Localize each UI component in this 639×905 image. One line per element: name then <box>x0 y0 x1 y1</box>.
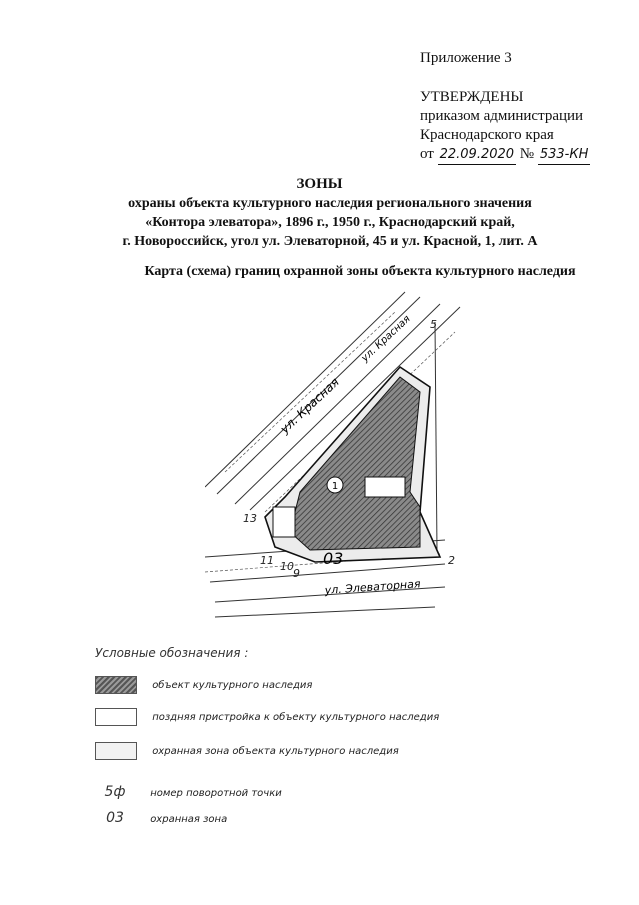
cadastral-map <box>205 282 475 632</box>
approval-number: 533-КН <box>538 145 591 165</box>
point-label: 11 <box>260 554 274 567</box>
number-label: № <box>519 146 535 162</box>
legend-item <box>95 784 282 800</box>
approval-date: 22.09.2020 <box>438 145 516 165</box>
legend-item <box>95 676 312 694</box>
point-label: 9 <box>293 567 300 580</box>
subtitle-line: охраны объекта культурного наследия регионального значения <box>128 196 532 211</box>
street-label-elevatornaya: ул. Элеваторная <box>324 577 421 597</box>
street-label-krasnaya: ул. Красная <box>277 374 342 437</box>
appendix-label: Приложение 3 <box>420 50 512 66</box>
zone-label: 03 <box>323 549 344 568</box>
point-label: 2 <box>448 554 455 567</box>
legend-label: охранная зона <box>150 814 228 825</box>
legend-item <box>95 708 439 726</box>
late-annex <box>365 477 405 497</box>
legend-swatch-annex <box>95 708 137 726</box>
from-label: от <box>420 146 434 162</box>
legend-title: Условные обозначения : <box>95 646 249 660</box>
legend-label: охранная зона объекта культурного наследия <box>152 746 399 757</box>
subtitle-line: г. Новороссийск, угол ул. Элеваторной, 45 и ул. Красной, 1, лит. А <box>122 234 538 249</box>
street-label-krasnaya-diag: ул. Красная <box>359 313 413 365</box>
point-label: 10 <box>280 560 294 573</box>
legend-label: объект культурного наследия <box>152 680 313 691</box>
map-title: Карта (схема) границ охранной зоны объекта культурного наследия <box>144 264 576 279</box>
point-label: 13 <box>243 512 257 525</box>
approval-heading: УТВЕРЖДЕНЫ <box>420 89 524 105</box>
object-number: 1 <box>331 481 339 492</box>
legend-swatch-heritage <box>95 676 137 694</box>
approval-line-2: Краснодарского края <box>420 127 554 143</box>
legend-item <box>95 742 399 760</box>
approval-date-line <box>420 145 590 165</box>
legend-swatch-zone <box>95 742 137 760</box>
approval-block <box>420 88 590 165</box>
legend-label: номер поворотной точки <box>150 788 282 799</box>
subtitle-line: «Контора элеватора», 1896 г., 1950 г., Краснодарский край, <box>145 215 515 230</box>
turning-point-symbol: 5ф <box>104 784 126 800</box>
late-annex <box>273 507 295 537</box>
point-label: 5 <box>430 318 437 331</box>
legend-label: поздняя пристройка к объекту культурного наследия <box>152 712 440 723</box>
approval-line-1: приказом администрации <box>420 108 584 124</box>
legend-item <box>95 810 227 826</box>
zone-symbol: 03 <box>106 810 124 826</box>
document-subtitle <box>70 194 590 251</box>
document-title: ЗОНЫ <box>296 176 343 192</box>
